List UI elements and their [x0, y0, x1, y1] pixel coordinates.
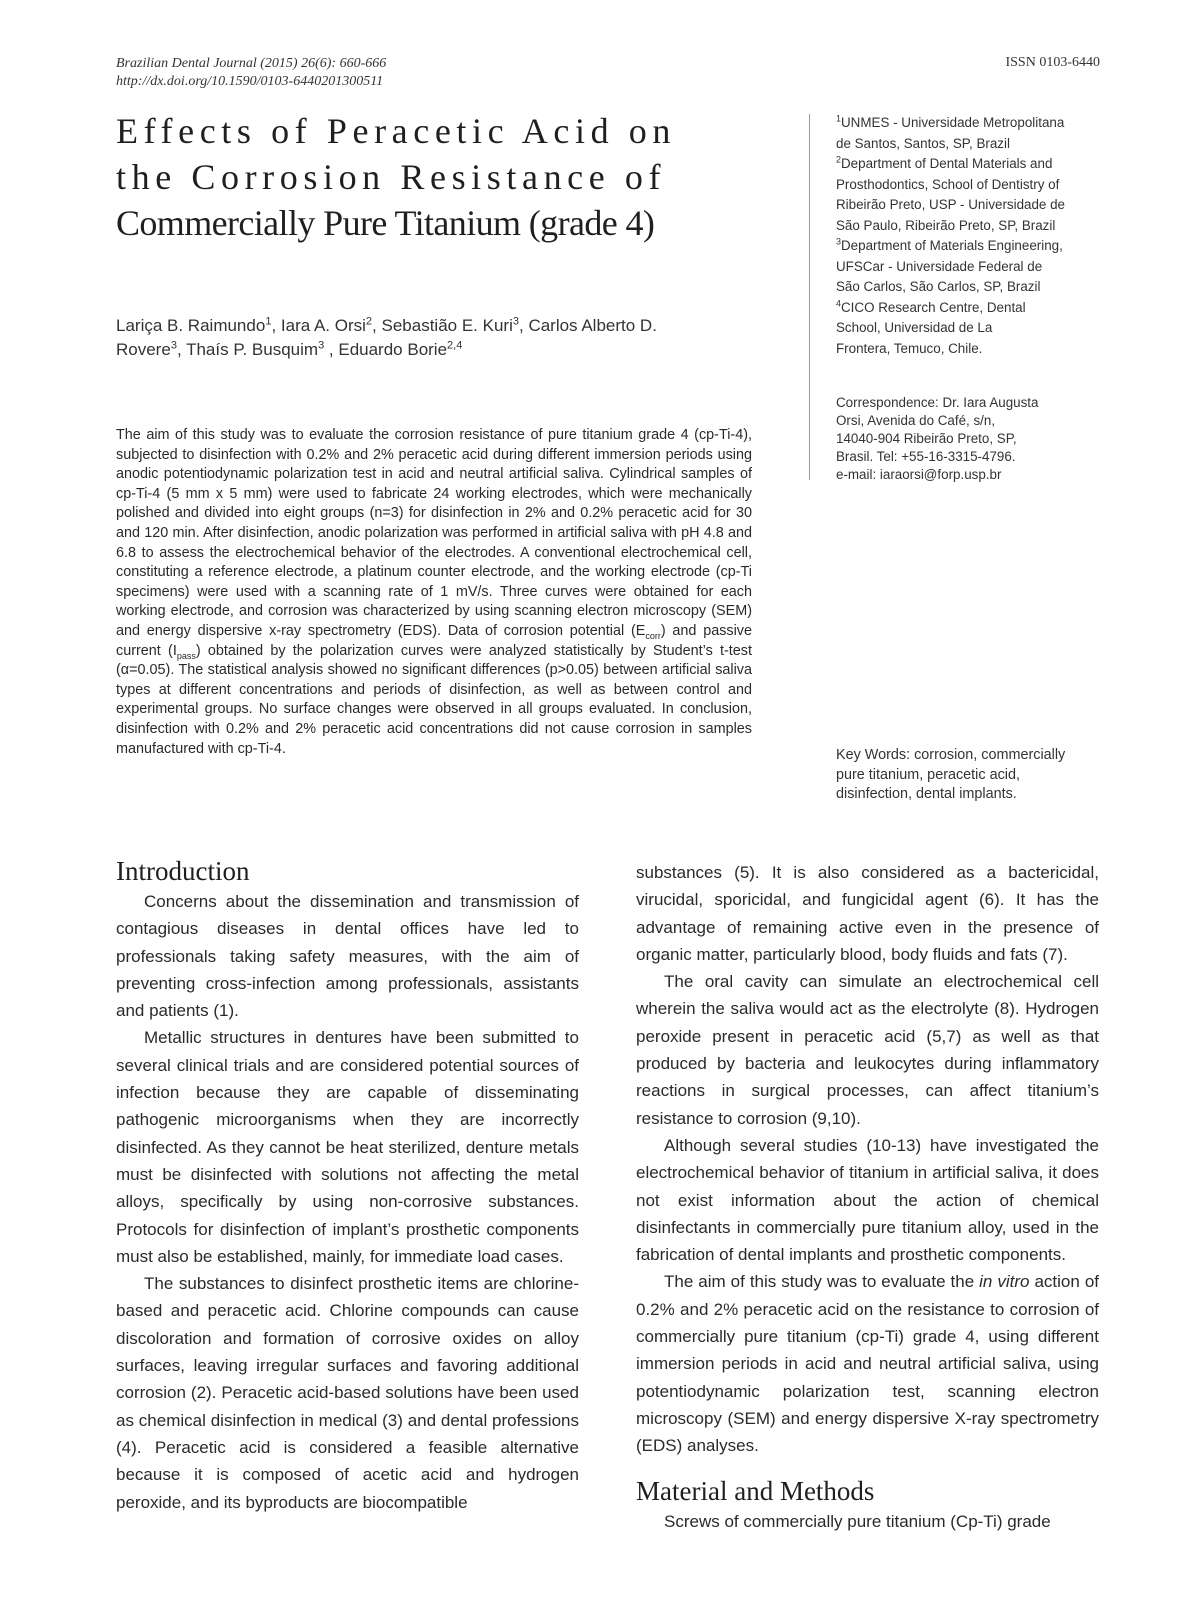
- author-name: Iara A. Orsi: [280, 316, 366, 335]
- correspondence-email[interactable]: e-mail: iaraorsi@forp.usp.br: [836, 467, 1002, 482]
- author-affiliation-mark: 1: [265, 315, 272, 328]
- correspondence-line: Correspondence: Dr. Iara Augusta: [836, 395, 1039, 410]
- affiliation-2-line: Prosthodontics, School of Dentistry of: [836, 176, 1060, 192]
- affiliation-3-line: UFSCar - Universidade Federal de: [836, 258, 1043, 274]
- author-list: Lariça B. Raimundo$^1$, Iara A. Orsi$^2$, Sebastião E. Kuri$^3$, Carlos Alberto D. Rovere$^3$, Thaís P. Busquim$^3$ , Eduardo Borie$^{2,4}$: [116, 315, 657, 359]
- author-name: Lariça B. Raimundo: [116, 316, 266, 335]
- body-column-right: [636, 859, 1099, 1535]
- author-name: Thaís P. Busquim: [186, 340, 319, 359]
- keywords-line: Key Words: corrosion, commercially: [836, 747, 1066, 763]
- affiliation-2: $^2$Department of Dental Materials and: [836, 154, 1053, 171]
- correspondence: [836, 394, 1106, 484]
- author-name: Eduardo Borie: [338, 340, 448, 359]
- correspondence-line: Orsi, Avenida do Café, s/n,: [836, 413, 996, 428]
- keywords: [836, 746, 1106, 805]
- correspondence-line: Brasil. Tel: +55-16-3315-4796.: [836, 449, 1016, 464]
- methods-heading: Material and Methods: [636, 1475, 875, 1506]
- keywords-line: pure titanium, peracetic acid,: [836, 766, 1020, 783]
- paper-title: [116, 108, 706, 246]
- journal-citation: [116, 55, 386, 91]
- affiliation-2-line: São Paulo, Ribeirão Preto, SP, Brazil: [836, 217, 1056, 233]
- journal-reference: Brazilian Dental Journal (2015) 26(6): 660-666: [116, 56, 387, 71]
- paragraph: The substances to disinfect prosthetic items are chlorine-based and peracetic acid. Chlorine compounds can cause discoloration and formation of corrosive oxides on alloy surfaces, leaving irregular surfaces and favoring additional corrosion (2). Peracetic acid-based solutions have been used as chemical disinfection in medical (3) and dental professions (4). Peracetic acid is considered a feasible alternative because it is composed of acetic acid and hydrogen peroxide, and its byproducts are biocompatible: [116, 1274, 579, 1512]
- paragraph: substances (5). It is also considered as a bactericidal, virucidal, sporicidal, and fungicidal agent (6). It has the advantage of remaining active even in the presence of organic matter, particularly blood, body fluids and fats (7).: [636, 863, 1099, 964]
- paragraph: The aim of this study was to evaluate the in vitro action of 0.2% and 2% peracetic acid on the resistance to corrosion of commercially pure titanium (cp-Ti) grade 4, using different immersion periods in acid and neutral artificial saliva, using potentiodynamic polarization test, scanning electron microscopy (SEM) and energy dispersive X-ray spectrometry (EDS) analyses.: [636, 1272, 1099, 1456]
- paragraph: Concerns about the dissemination and transmission of contagious diseases in dental offices have led to professionals taking safety measures, with the aim of preventing cross-infection among professionals, assistants and patients (1).: [116, 892, 579, 1021]
- body-column-left: [116, 854, 579, 1516]
- author-name: Carlos Alberto D. Rovere: [116, 316, 657, 359]
- affiliation-3-line: São Carlos, São Carlos, SP, Brazil: [836, 279, 1041, 294]
- affiliation-4: $^4$CICO Research Centre, Dental: [836, 298, 1026, 315]
- issn: ISSN 0103-6440: [1005, 55, 1100, 70]
- keywords-line: disinfection, dental implants.: [836, 786, 1017, 803]
- affiliation-3: $^3$Department of Materials Engineering,: [836, 236, 1063, 253]
- abstract: The aim of this study was to evaluate the corrosion resistance of pure titanium grade 4 (cp-Ti-4), subjected to disinfection with 0.2% and 2% peracetic acid during different immersion periods using anodic potentiodynamic polarization test in acid and neutral artificial saliva. Cylindrical samples of cp-Ti-4 (5 mm x 5 mm) were used to fabricate 24 working electrodes, which were mechanically polished and divided into eight groups (n=3) for disinfection in 2% and 0.2% peracetic acid for 30 and 120 min. After disinfection, anodic polarization was performed in artificial saliva with pH 4.8 and 6.8 to assess the electrochemical behavior of the electrodes. A conventional electrochemical cell, constituting a reference electrode, a platinum counter electrode, and the working electrode (cp-Ti specimens) were used with a scanning rate of 1 mV/s. Three curves were obtained for each working electrode, and corrosion was characterized by using scanning electron microscopy (SEM) and energy dispersive x-ray spectrometry (EDS). Data of corrosion potential $(E_{corr})$ and passive current $(I_{pass})$ obtained by the polarization curves were analyzed statistically by Student’s t-test (α=0.05). The statistical analysis showed no significant differences (p>0.05) between artificial saliva types at different concentrations and periods of disinfection, as well as between control and experimental groups. No surface changes were observed in all groups evaluated. In conclusion, disinfection with 0.2% and 2% peracetic acid concentrations did not cause corrosion in samples manufactured with cp-Ti-4.: [116, 427, 753, 757]
- paragraph: Screws of commercially pure titanium (Cp-Ti) grade: [664, 1511, 1051, 1531]
- author-name: Sebastião E. Kuri: [381, 316, 513, 335]
- author-affiliation-mark: 2: [365, 315, 373, 328]
- affiliations: [836, 113, 1106, 359]
- correspondence-line: 14040-904 Ribeirão Preto, SP,: [836, 431, 1017, 446]
- title-line-2: the Corrosion Resistance of: [116, 157, 667, 197]
- paragraph: Although several studies (10-13) have investigated the electrochemical behavior of titanium in artificial saliva, it does not exist information about the action of chemical disinfectants in commercially pure titanium alloy, used in the fabrication of dental implants and prosthetic components.: [636, 1135, 1099, 1265]
- paragraph: The oral cavity can simulate an electrochemical cell wherein the saliva would act as the electrolyte (8). Hydrogen peroxide present in peracetic acid (5,7) as well as that produced by bacteria and leukocytes during inflammatory reactions in surgical processes, can affect titanium’s resistance to corrosion (9,10).: [636, 972, 1099, 1128]
- paragraph: Metallic structures in dentures have been submitted to several clinical trials and are considered potential sources of infection because they are capable of disseminating pathogenic microorganisms when they are incorrectly disinfected. As they cannot be heat sterilized, denture metals must be disinfected with solutions not affecting the metal alloys, specifically by using non-corrosive substances. Protocols for disinfection of implant’s prosthetic components must also be established, mainly, for immediate load cases.: [116, 1028, 579, 1266]
- affiliation-4-line: School, Universidad de La: [836, 320, 993, 335]
- author-affiliation-mark: 3: [512, 315, 519, 328]
- doi-link[interactable]: http://dx.doi.org/10.1590/0103-6440201300511: [116, 74, 384, 89]
- author-affiliation-mark: 3: [170, 339, 177, 352]
- author-affiliation-mark: 3: [318, 339, 325, 352]
- affiliation-2-line: Ribeirão Preto, USP - Universidade de: [836, 197, 1065, 212]
- affiliation-4-line: Frontera, Temuco, Chile.: [836, 340, 983, 356]
- title-line-3: Commercially Pure Titanium (grade 4): [116, 203, 655, 243]
- title-line-1: Effects of Peracetic Acid on: [116, 111, 676, 151]
- affiliation-1: $^1$UNMES - Universidade Metropolitana: [836, 113, 1065, 130]
- introduction-heading: Introduction: [116, 856, 250, 886]
- author-affiliation-mark: 2,4: [447, 339, 463, 352]
- affiliation-1-line: de Santos, Santos, SP, Brazil: [836, 135, 1010, 151]
- sidebar-divider: [809, 114, 810, 480]
